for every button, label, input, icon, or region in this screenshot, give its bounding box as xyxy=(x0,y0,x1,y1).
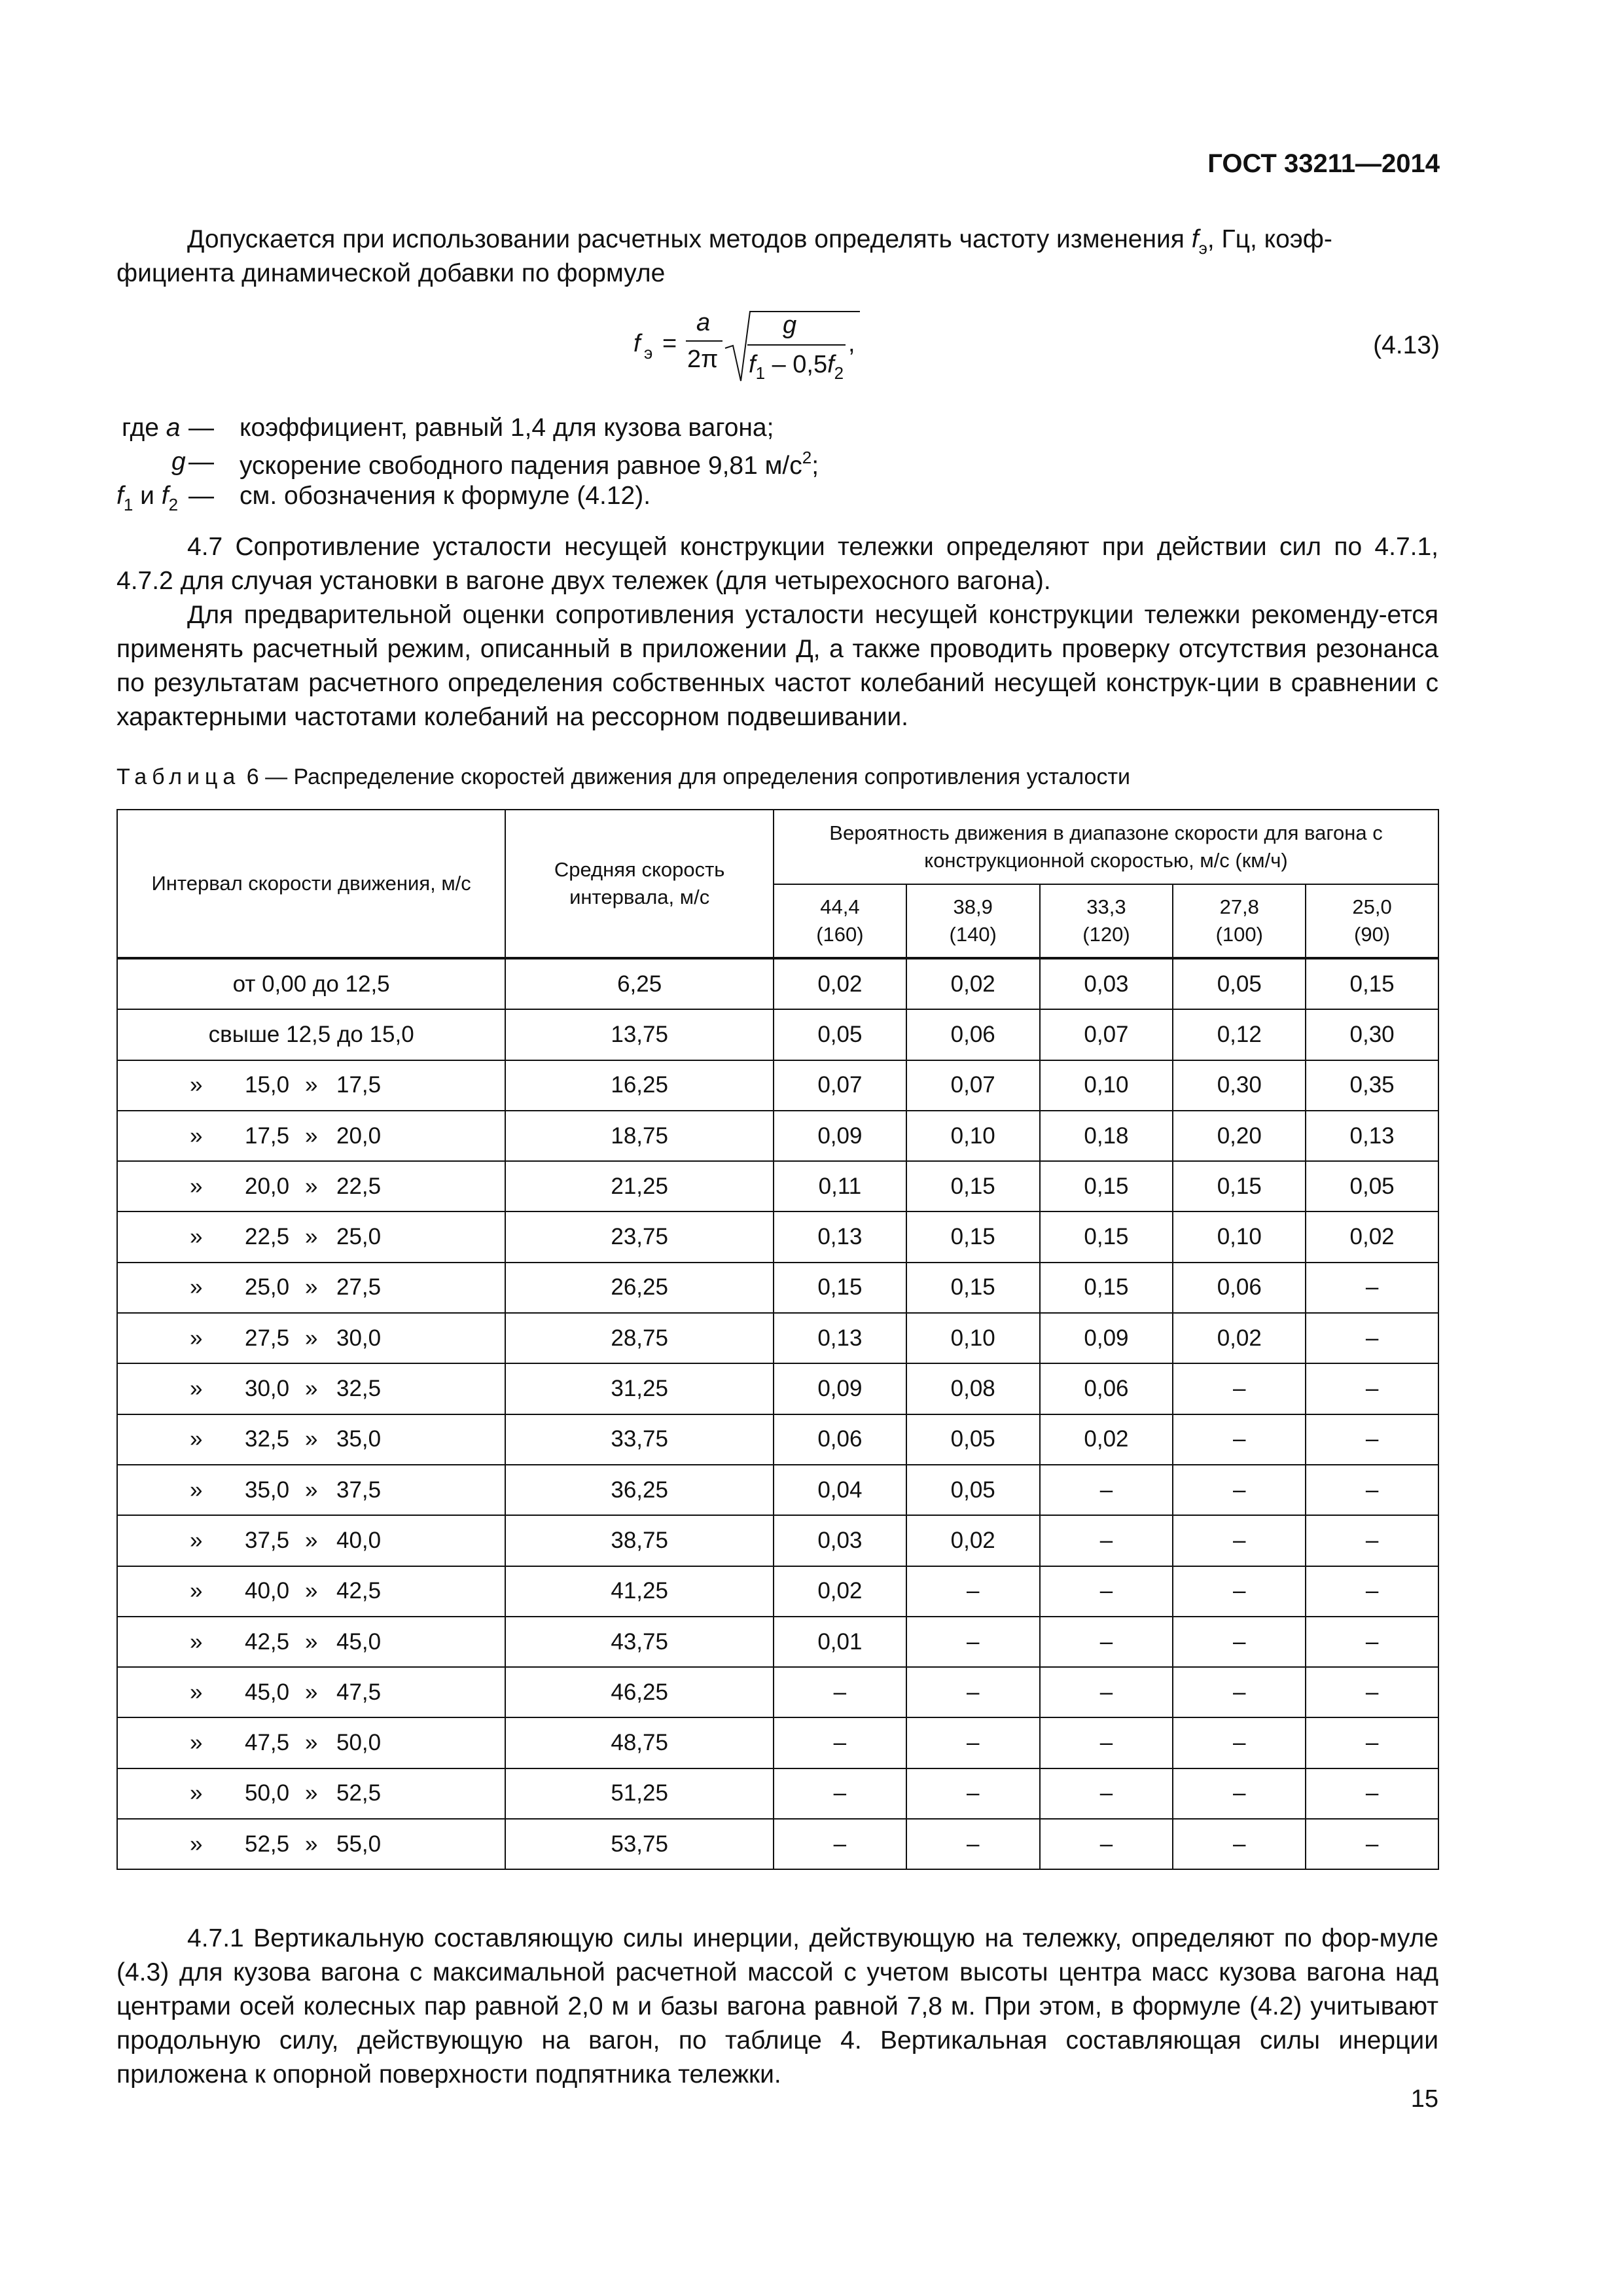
where-dash-f: — xyxy=(188,482,214,510)
where-symbol-f xyxy=(116,482,178,515)
speed-ms: 33,3 xyxy=(1086,895,1126,918)
range-from: 32,5 xyxy=(245,1426,290,1452)
range-ditto-mark: » xyxy=(190,1628,203,1655)
table-row xyxy=(117,1414,1438,1465)
probability-cell: 0,30 xyxy=(1173,1060,1306,1111)
probability-cell: – xyxy=(774,1667,906,1717)
formula-denominator: 2π xyxy=(687,346,719,373)
range-ditto-mark: » xyxy=(305,1628,318,1655)
range-from: 27,5 xyxy=(245,1325,290,1351)
mean-speed-cell: 51,25 xyxy=(505,1768,774,1819)
probability-cell: – xyxy=(1306,1263,1438,1313)
probability-cell: 0,35 xyxy=(1306,1060,1438,1111)
probability-cell: – xyxy=(1306,1768,1438,1819)
probability-cell: – xyxy=(1040,1617,1173,1667)
probability-cell: – xyxy=(1173,1717,1306,1768)
probability-cell: – xyxy=(1306,1465,1438,1515)
probability-cell: – xyxy=(774,1819,906,1869)
range-ditto-mark: » xyxy=(190,1578,203,1604)
probability-cell: – xyxy=(774,1717,906,1768)
range-ditto-mark: » xyxy=(190,1477,203,1503)
range-to: 35,0 xyxy=(336,1426,382,1452)
mean-speed-cell: 6,25 xyxy=(505,958,774,1009)
probability-cell: 0,03 xyxy=(774,1515,906,1566)
probability-cell: 0,05 xyxy=(906,1465,1040,1515)
table-6-caption xyxy=(116,764,1130,790)
range-to: 17,5 xyxy=(336,1072,382,1098)
speed-interval-cell xyxy=(117,1768,505,1819)
formula-number: (4.13) xyxy=(1373,331,1440,359)
table-row xyxy=(117,1667,1438,1717)
probability-cell: 0,13 xyxy=(774,1313,906,1363)
probability-cell: – xyxy=(906,1717,1040,1768)
probability-cell: – xyxy=(1173,1667,1306,1717)
where-symbol-g: g xyxy=(171,448,186,476)
where-dash-g: — xyxy=(188,448,214,476)
probability-cell: 0,18 xyxy=(1040,1111,1173,1161)
range-from: 37,5 xyxy=(245,1527,290,1553)
range-to: 37,5 xyxy=(336,1477,382,1503)
speed-interval-cell xyxy=(117,1617,505,1667)
where-and: и xyxy=(133,482,162,510)
formula-lhs-subscript: э xyxy=(644,343,653,363)
mean-speed-cell: 13,75 xyxy=(505,1009,774,1060)
speed-kmh: (160) xyxy=(816,923,864,946)
mean-speed-cell: 41,25 xyxy=(505,1566,774,1617)
probability-cell: – xyxy=(1306,1819,1438,1869)
range-ditto-mark: » xyxy=(190,1426,203,1452)
probability-cell: 0,07 xyxy=(1040,1009,1173,1060)
speed-ms: 44,4 xyxy=(820,895,860,918)
range-ditto-mark: » xyxy=(305,1325,318,1351)
range-ditto-mark: » xyxy=(305,1578,318,1604)
table-6-body xyxy=(117,958,1438,1869)
where-f2: f xyxy=(161,482,169,510)
range-ditto-mark: » xyxy=(305,1376,318,1402)
range-to: 20,0 xyxy=(336,1122,382,1149)
probability-cell: 0,06 xyxy=(1040,1363,1173,1414)
probability-cell: 0,02 xyxy=(1306,1211,1438,1262)
range-to: 40,0 xyxy=(336,1527,382,1553)
range-from: 15,0 xyxy=(245,1072,290,1098)
probability-cell: 0,15 xyxy=(906,1263,1040,1313)
range-ditto-mark: » xyxy=(190,1780,203,1806)
probability-cell: – xyxy=(1306,1515,1438,1566)
probability-cell: – xyxy=(1040,1515,1173,1566)
speed-interval-cell xyxy=(117,1211,505,1262)
probability-cell: 0,30 xyxy=(1306,1009,1438,1060)
range-to: 42,5 xyxy=(336,1578,382,1604)
table-6 xyxy=(116,809,1439,1870)
probability-cell: – xyxy=(1173,1414,1306,1465)
table-row xyxy=(117,1009,1438,1060)
probability-cell: – xyxy=(1173,1819,1306,1869)
probability-cell: 0,15 xyxy=(906,1161,1040,1211)
root-den-mid: – 0,5 xyxy=(765,351,828,378)
probability-cell: – xyxy=(906,1768,1040,1819)
speed-interval-cell xyxy=(117,1566,505,1617)
range-to: 55,0 xyxy=(336,1831,382,1857)
column-header-interval: Интервал скорости движения, м/с xyxy=(117,810,505,958)
where-text-g xyxy=(240,448,819,480)
probability-cell: 0,05 xyxy=(774,1009,906,1060)
probability-cell: 0,02 xyxy=(1040,1414,1173,1465)
where-text-g-main: ускорение свободного падения равное 9,81 м/с xyxy=(240,452,802,480)
speed-interval-cell xyxy=(117,1414,505,1465)
probability-cell: – xyxy=(906,1617,1040,1667)
table-row xyxy=(117,1717,1438,1768)
probability-cell: 0,06 xyxy=(1173,1263,1306,1313)
mean-speed-cell: 38,75 xyxy=(505,1515,774,1566)
range-ditto-mark: » xyxy=(305,1173,318,1199)
table-row xyxy=(117,1263,1438,1313)
mean-speed-cell: 18,75 xyxy=(505,1111,774,1161)
range-to: 50,0 xyxy=(336,1730,382,1756)
table-caption-text: 6 — Распределение скоростей движения для определения сопротивления усталости xyxy=(240,764,1131,789)
mean-speed-cell: 28,75 xyxy=(505,1313,774,1363)
probability-cell: 0,07 xyxy=(906,1060,1040,1111)
table-row xyxy=(117,1211,1438,1262)
where-text-g-tail: ; xyxy=(812,452,819,480)
where-symbol-a: a xyxy=(166,414,181,442)
speed-ms: 27,8 xyxy=(1219,895,1259,918)
speed-kmh: (140) xyxy=(949,923,997,946)
range-ditto-mark: » xyxy=(305,1730,318,1756)
range-ditto-mark: » xyxy=(305,1831,318,1857)
probability-cell: 0,10 xyxy=(906,1111,1040,1161)
intro-line1-tail: , Гц, коэф- xyxy=(1207,225,1332,253)
range-to: 52,5 xyxy=(336,1780,382,1806)
document-header: ГОСТ 33211—2014 xyxy=(1207,149,1440,178)
paragraph-4-7: 4.7 Сопротивление усталости несущей конструкции тележки определяют при действии сил по 4.7.1, 4.7.2 для случая установки в вагоне двух тележек (для четырехосного вагона). xyxy=(116,533,1438,595)
range-text: свыше 12,5 до 15,0 xyxy=(208,1021,414,1047)
paragraph-4-7-1: 4.7.1 Вертикальную составляющую силы инерции, действующую на тележку, определяют по фор-муле (4.3) для кузова вагона с максимальной расчетной массой с учетом высоты центра масс кузова вагона над центрами осей колесных пар равной 2,0 м и базы вагона равной 7,8 м. При этом, в формуле (4.2) учитывают продольную силу, действующую на вагон, по таблице 4. Вертикальная составляющая силы инерции приложена к опорной поверхности подпятника тележки. xyxy=(116,1924,1438,2089)
speed-ms: 25,0 xyxy=(1352,895,1392,918)
table-row xyxy=(117,1768,1438,1819)
mean-speed-cell: 31,25 xyxy=(505,1363,774,1414)
table-row xyxy=(117,1566,1438,1617)
range-text: от 0,00 до 12,5 xyxy=(232,971,390,997)
formula-lhs: f xyxy=(633,330,641,357)
range-ditto-mark: » xyxy=(190,1831,203,1857)
probability-cell: – xyxy=(1306,1617,1438,1667)
probability-cell: 0,13 xyxy=(1306,1111,1438,1161)
speed-column-header xyxy=(906,884,1040,958)
formula-fraction-bar xyxy=(686,340,722,342)
probability-cell: – xyxy=(1040,1667,1173,1717)
range-ditto-mark: » xyxy=(190,1122,203,1149)
speed-interval-cell xyxy=(117,1111,505,1161)
probability-cell: – xyxy=(906,1566,1040,1617)
probability-cell: 0,03 xyxy=(1040,958,1173,1009)
range-from: 30,0 xyxy=(245,1376,290,1402)
formula-root-numerator: g xyxy=(783,312,797,339)
where-prefix: где xyxy=(122,414,166,442)
range-to: 32,5 xyxy=(336,1376,382,1402)
probability-cell: 0,05 xyxy=(906,1414,1040,1465)
root-den-f2: f xyxy=(827,351,834,378)
range-from: 20,0 xyxy=(245,1173,290,1199)
range-from: 42,5 xyxy=(245,1628,290,1655)
probability-cell: 0,11 xyxy=(774,1161,906,1211)
probability-cell: – xyxy=(906,1667,1040,1717)
range-ditto-mark: » xyxy=(305,1274,318,1300)
root-den-f1-sub: 1 xyxy=(755,363,766,383)
range-from: 40,0 xyxy=(245,1578,290,1604)
probability-cell: 0,15 xyxy=(1040,1263,1173,1313)
table-row xyxy=(117,1617,1438,1667)
table-row xyxy=(117,1161,1438,1211)
speed-interval-cell xyxy=(117,1717,505,1768)
speed-kmh: (100) xyxy=(1215,923,1263,946)
probability-cell: 0,05 xyxy=(1306,1161,1438,1211)
root-den-f2-sub: 2 xyxy=(834,363,844,383)
range-from: 22,5 xyxy=(245,1224,290,1250)
table-row xyxy=(117,1060,1438,1111)
range-from: 35,0 xyxy=(245,1477,290,1503)
where-text-f: см. обозначения к формуле (4.12). xyxy=(240,482,651,510)
probability-cell: 0,02 xyxy=(906,958,1040,1009)
table-row xyxy=(117,1465,1438,1515)
range-ditto-mark: » xyxy=(190,1173,203,1199)
intro-f-subscript: э xyxy=(1198,238,1207,258)
probability-cell: 0,15 xyxy=(1040,1161,1173,1211)
probability-cell: – xyxy=(1040,1819,1173,1869)
probability-cell: – xyxy=(1306,1414,1438,1465)
range-ditto-mark: » xyxy=(190,1224,203,1250)
mean-speed-cell: 53,75 xyxy=(505,1819,774,1869)
probability-cell: – xyxy=(1173,1566,1306,1617)
range-ditto-mark: » xyxy=(190,1072,203,1098)
speed-column-header xyxy=(1040,884,1173,958)
probability-cell: – xyxy=(1306,1363,1438,1414)
where-dash-a: — xyxy=(188,414,214,442)
probability-cell: – xyxy=(774,1768,906,1819)
range-ditto-mark: » xyxy=(305,1679,318,1705)
speed-interval-cell xyxy=(117,1515,505,1566)
probability-cell: 0,08 xyxy=(906,1363,1040,1414)
where-text-g-sup: 2 xyxy=(802,448,812,467)
range-to: 45,0 xyxy=(336,1628,382,1655)
range-ditto-mark: » xyxy=(305,1477,318,1503)
range-ditto-mark: » xyxy=(190,1679,203,1705)
range-ditto-mark: » xyxy=(305,1426,318,1452)
range-to: 47,5 xyxy=(336,1679,382,1705)
formula-4-13 xyxy=(0,308,1623,393)
column-header-probability: Вероятность движения в диапазоне скорости для вагона с конструкционной скоростью, м/с (км/ч) xyxy=(774,810,1438,884)
speed-interval-cell xyxy=(117,1060,505,1111)
range-to: 30,0 xyxy=(336,1325,382,1351)
range-ditto-mark: » xyxy=(190,1527,203,1553)
root-den-f1: f xyxy=(749,351,756,378)
probability-cell: 0,10 xyxy=(1040,1060,1173,1111)
probability-cell: – xyxy=(1173,1768,1306,1819)
probability-cell: 0,06 xyxy=(774,1414,906,1465)
probability-cell: – xyxy=(1173,1363,1306,1414)
probability-cell: – xyxy=(1306,1313,1438,1363)
table-row xyxy=(117,1313,1438,1363)
speed-kmh: (120) xyxy=(1082,923,1130,946)
probability-cell: 0,15 xyxy=(1040,1211,1173,1262)
table-row xyxy=(117,1819,1438,1869)
probability-cell: 0,02 xyxy=(1173,1313,1306,1363)
probability-cell: 0,09 xyxy=(1040,1313,1173,1363)
range-ditto-mark: » xyxy=(305,1122,318,1149)
table-row xyxy=(117,1111,1438,1161)
mean-speed-cell: 43,75 xyxy=(505,1617,774,1667)
speed-column-header xyxy=(1306,884,1438,958)
range-from: 25,0 xyxy=(245,1274,290,1300)
formula-root-denominator xyxy=(749,351,844,384)
table-row xyxy=(117,1363,1438,1414)
column-header-mean-speed: Средняя скорость интервала, м/с xyxy=(505,810,774,958)
probability-cell: 0,02 xyxy=(774,1566,906,1617)
intro-f-symbol: f xyxy=(1191,225,1199,253)
intro-line2: фициента динамической добавки по формуле xyxy=(116,259,666,287)
speed-column-header xyxy=(1173,884,1306,958)
probability-cell: 0,15 xyxy=(774,1263,906,1313)
range-to: 27,5 xyxy=(336,1274,382,1300)
range-to: 25,0 xyxy=(336,1224,382,1250)
intro-line1: Допускается при использовании расчетных методов определять частоту изменения xyxy=(187,225,1185,253)
mean-speed-cell: 26,25 xyxy=(505,1263,774,1313)
probability-cell: 0,20 xyxy=(1173,1111,1306,1161)
probability-cell: – xyxy=(1040,1465,1173,1515)
speed-interval-cell xyxy=(117,1263,505,1313)
probability-cell: – xyxy=(1306,1566,1438,1617)
where-f1: f xyxy=(116,482,124,510)
range-ditto-mark: » xyxy=(190,1274,203,1300)
range-ditto-mark: » xyxy=(305,1780,318,1806)
probability-cell: 0,15 xyxy=(1306,958,1438,1009)
probability-cell: 0,10 xyxy=(1173,1211,1306,1262)
probability-cell: 0,06 xyxy=(906,1009,1040,1060)
mean-speed-cell: 48,75 xyxy=(505,1717,774,1768)
probability-cell: 0,15 xyxy=(1173,1161,1306,1211)
paragraph-4-7-recommendation: Для предварительной оценки сопротивления усталости несущей конструкции тележки рекоменду-ется применять расчетный режим, описанный в приложении Д, а также проводить проверку отсутствия резонанса по результатам расчетного определения собственных частот колебаний несущей конструк-ции в сравнении с характерными частотами колебаний на рессорном подвешивании. xyxy=(116,601,1438,731)
range-to: 22,5 xyxy=(336,1173,382,1199)
probability-cell: 0,05 xyxy=(1173,958,1306,1009)
speed-interval-cell xyxy=(117,1465,505,1515)
speed-interval-cell xyxy=(117,1819,505,1869)
speed-interval-cell xyxy=(117,1161,505,1211)
probability-cell: – xyxy=(1306,1717,1438,1768)
probability-cell: – xyxy=(1040,1566,1173,1617)
range-from: 45,0 xyxy=(245,1679,290,1705)
mean-speed-cell: 16,25 xyxy=(505,1060,774,1111)
table-row xyxy=(117,1515,1438,1566)
range-ditto-mark: » xyxy=(190,1730,203,1756)
mean-speed-cell: 33,75 xyxy=(505,1414,774,1465)
probability-cell: – xyxy=(1173,1617,1306,1667)
formula-equals: = xyxy=(662,330,677,357)
range-ditto-mark: » xyxy=(305,1527,318,1553)
where-f2-sub: 2 xyxy=(168,495,179,514)
speed-interval-cell xyxy=(117,1363,505,1414)
range-ditto-mark: » xyxy=(190,1325,203,1351)
speed-interval-cell xyxy=(117,1009,505,1060)
table-row xyxy=(117,958,1438,1009)
probability-cell: 0,07 xyxy=(774,1060,906,1111)
speed-interval-cell xyxy=(117,1313,505,1363)
speed-kmh: (90) xyxy=(1354,923,1391,946)
probability-cell: – xyxy=(1040,1717,1173,1768)
range-from: 17,5 xyxy=(245,1122,290,1149)
probability-cell: 0,12 xyxy=(1173,1009,1306,1060)
where-item-a xyxy=(122,414,180,442)
formula-numerator: a xyxy=(696,309,711,336)
range-from: 47,5 xyxy=(245,1730,290,1756)
range-ditto-mark: » xyxy=(305,1224,318,1250)
mean-speed-cell: 23,75 xyxy=(505,1211,774,1262)
speed-interval-cell xyxy=(117,1667,505,1717)
range-from: 50,0 xyxy=(245,1780,290,1806)
probability-cell: 0,15 xyxy=(906,1211,1040,1262)
probability-cell: – xyxy=(906,1819,1040,1869)
probability-cell: 0,10 xyxy=(906,1313,1040,1363)
probability-cell: – xyxy=(1040,1768,1173,1819)
range-ditto-mark: » xyxy=(190,1376,203,1402)
where-text-a: коэффициент, равный 1,4 для кузова вагона; xyxy=(240,414,774,442)
probability-cell: 0,01 xyxy=(774,1617,906,1667)
table-caption-label: Таблица xyxy=(116,764,241,789)
probability-cell: 0,02 xyxy=(774,958,906,1009)
mean-speed-cell: 21,25 xyxy=(505,1161,774,1211)
probability-cell: – xyxy=(1306,1667,1438,1717)
formula-comma: , xyxy=(848,330,855,357)
mean-speed-cell: 36,25 xyxy=(505,1465,774,1515)
probability-cell: 0,09 xyxy=(774,1363,906,1414)
where-f1-sub: 1 xyxy=(123,495,134,514)
probability-cell: 0,04 xyxy=(774,1465,906,1515)
mean-speed-cell: 46,25 xyxy=(505,1667,774,1717)
probability-cell: 0,09 xyxy=(774,1111,906,1161)
page-number: 15 xyxy=(1410,2085,1438,2113)
probability-cell: 0,02 xyxy=(906,1515,1040,1566)
range-from: 52,5 xyxy=(245,1831,290,1857)
formula-root-fraction-bar xyxy=(747,344,846,346)
speed-ms: 38,9 xyxy=(953,895,993,918)
probability-cell: – xyxy=(1173,1515,1306,1566)
probability-cell: 0,13 xyxy=(774,1211,906,1262)
probability-cell: – xyxy=(1173,1465,1306,1515)
range-ditto-mark: » xyxy=(305,1072,318,1098)
speed-interval-cell xyxy=(117,958,505,1009)
speed-column-header xyxy=(774,884,906,958)
